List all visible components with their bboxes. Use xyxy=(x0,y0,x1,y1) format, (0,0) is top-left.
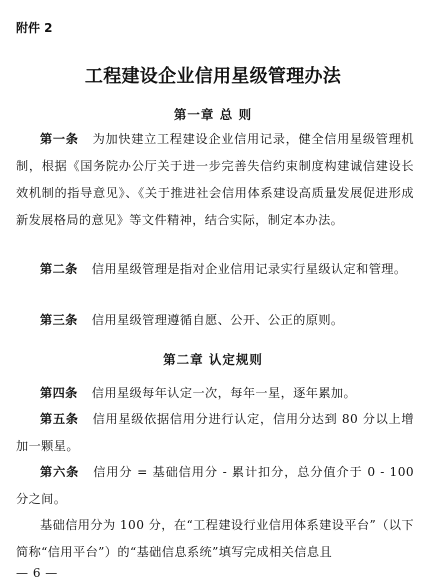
article-1-label: 第一条 xyxy=(40,132,79,146)
article-1-text: 为加快建立工程建设企业信用记录，健全信用星级管理机制，根据《国务院办公厅关于进一步完善失信约束制度构建诚信建设长效机制的指导意见》、《关于推进社会信用体系建设高质量发展促进形成新发展格局的意见》等文件精神，结合实际，制定本办法。 xyxy=(16,132,415,227)
continuation-paragraph: 基础信用分为 100 分，在“工程建设行业信用体系建设平台”（以下简称“信用平台”）的“基础信息系统”填写完成相关信息且 xyxy=(16,518,414,559)
chapter-2-heading: 第二章 认定规则 xyxy=(163,352,263,367)
document-title: 工程建设企业信用星级管理办法 xyxy=(84,66,342,87)
article-2 xyxy=(16,256,414,283)
article-2-text: 信用星级管理是指对企业信用记录实行星级认定和管理。 xyxy=(91,262,407,276)
article-6-text: 信用分 = 基础信用分 - 累计扣分，总分值介于 0 - 100 分之间。 xyxy=(16,465,415,506)
article-4-text: 信用星级每年认定一次，每年一星，逐年累加。 xyxy=(91,386,357,400)
article-2-label: 第二条 xyxy=(40,262,78,276)
attachment-label: 附件 2 xyxy=(16,21,53,35)
article-5-text: 信用星级依据信用分进行认定，信用分达到 80 分以上增加一颗星。 xyxy=(16,412,414,453)
article-3-label: 第三条 xyxy=(40,313,78,327)
article-5 xyxy=(16,406,414,460)
article-6 xyxy=(16,459,414,513)
article-4-label: 第四条 xyxy=(40,386,78,400)
page-number: — 6 — xyxy=(16,566,58,580)
article-6-label: 第六条 xyxy=(40,465,80,479)
article-1 xyxy=(16,126,414,234)
article-5-label: 第五条 xyxy=(40,412,79,426)
article-3-text: 信用星级管理遵循自愿、公开、公正的原则。 xyxy=(91,313,344,327)
chapter-1-heading: 第一章 总 则 xyxy=(173,107,253,122)
article-4 xyxy=(16,380,414,407)
article-3 xyxy=(16,307,414,334)
